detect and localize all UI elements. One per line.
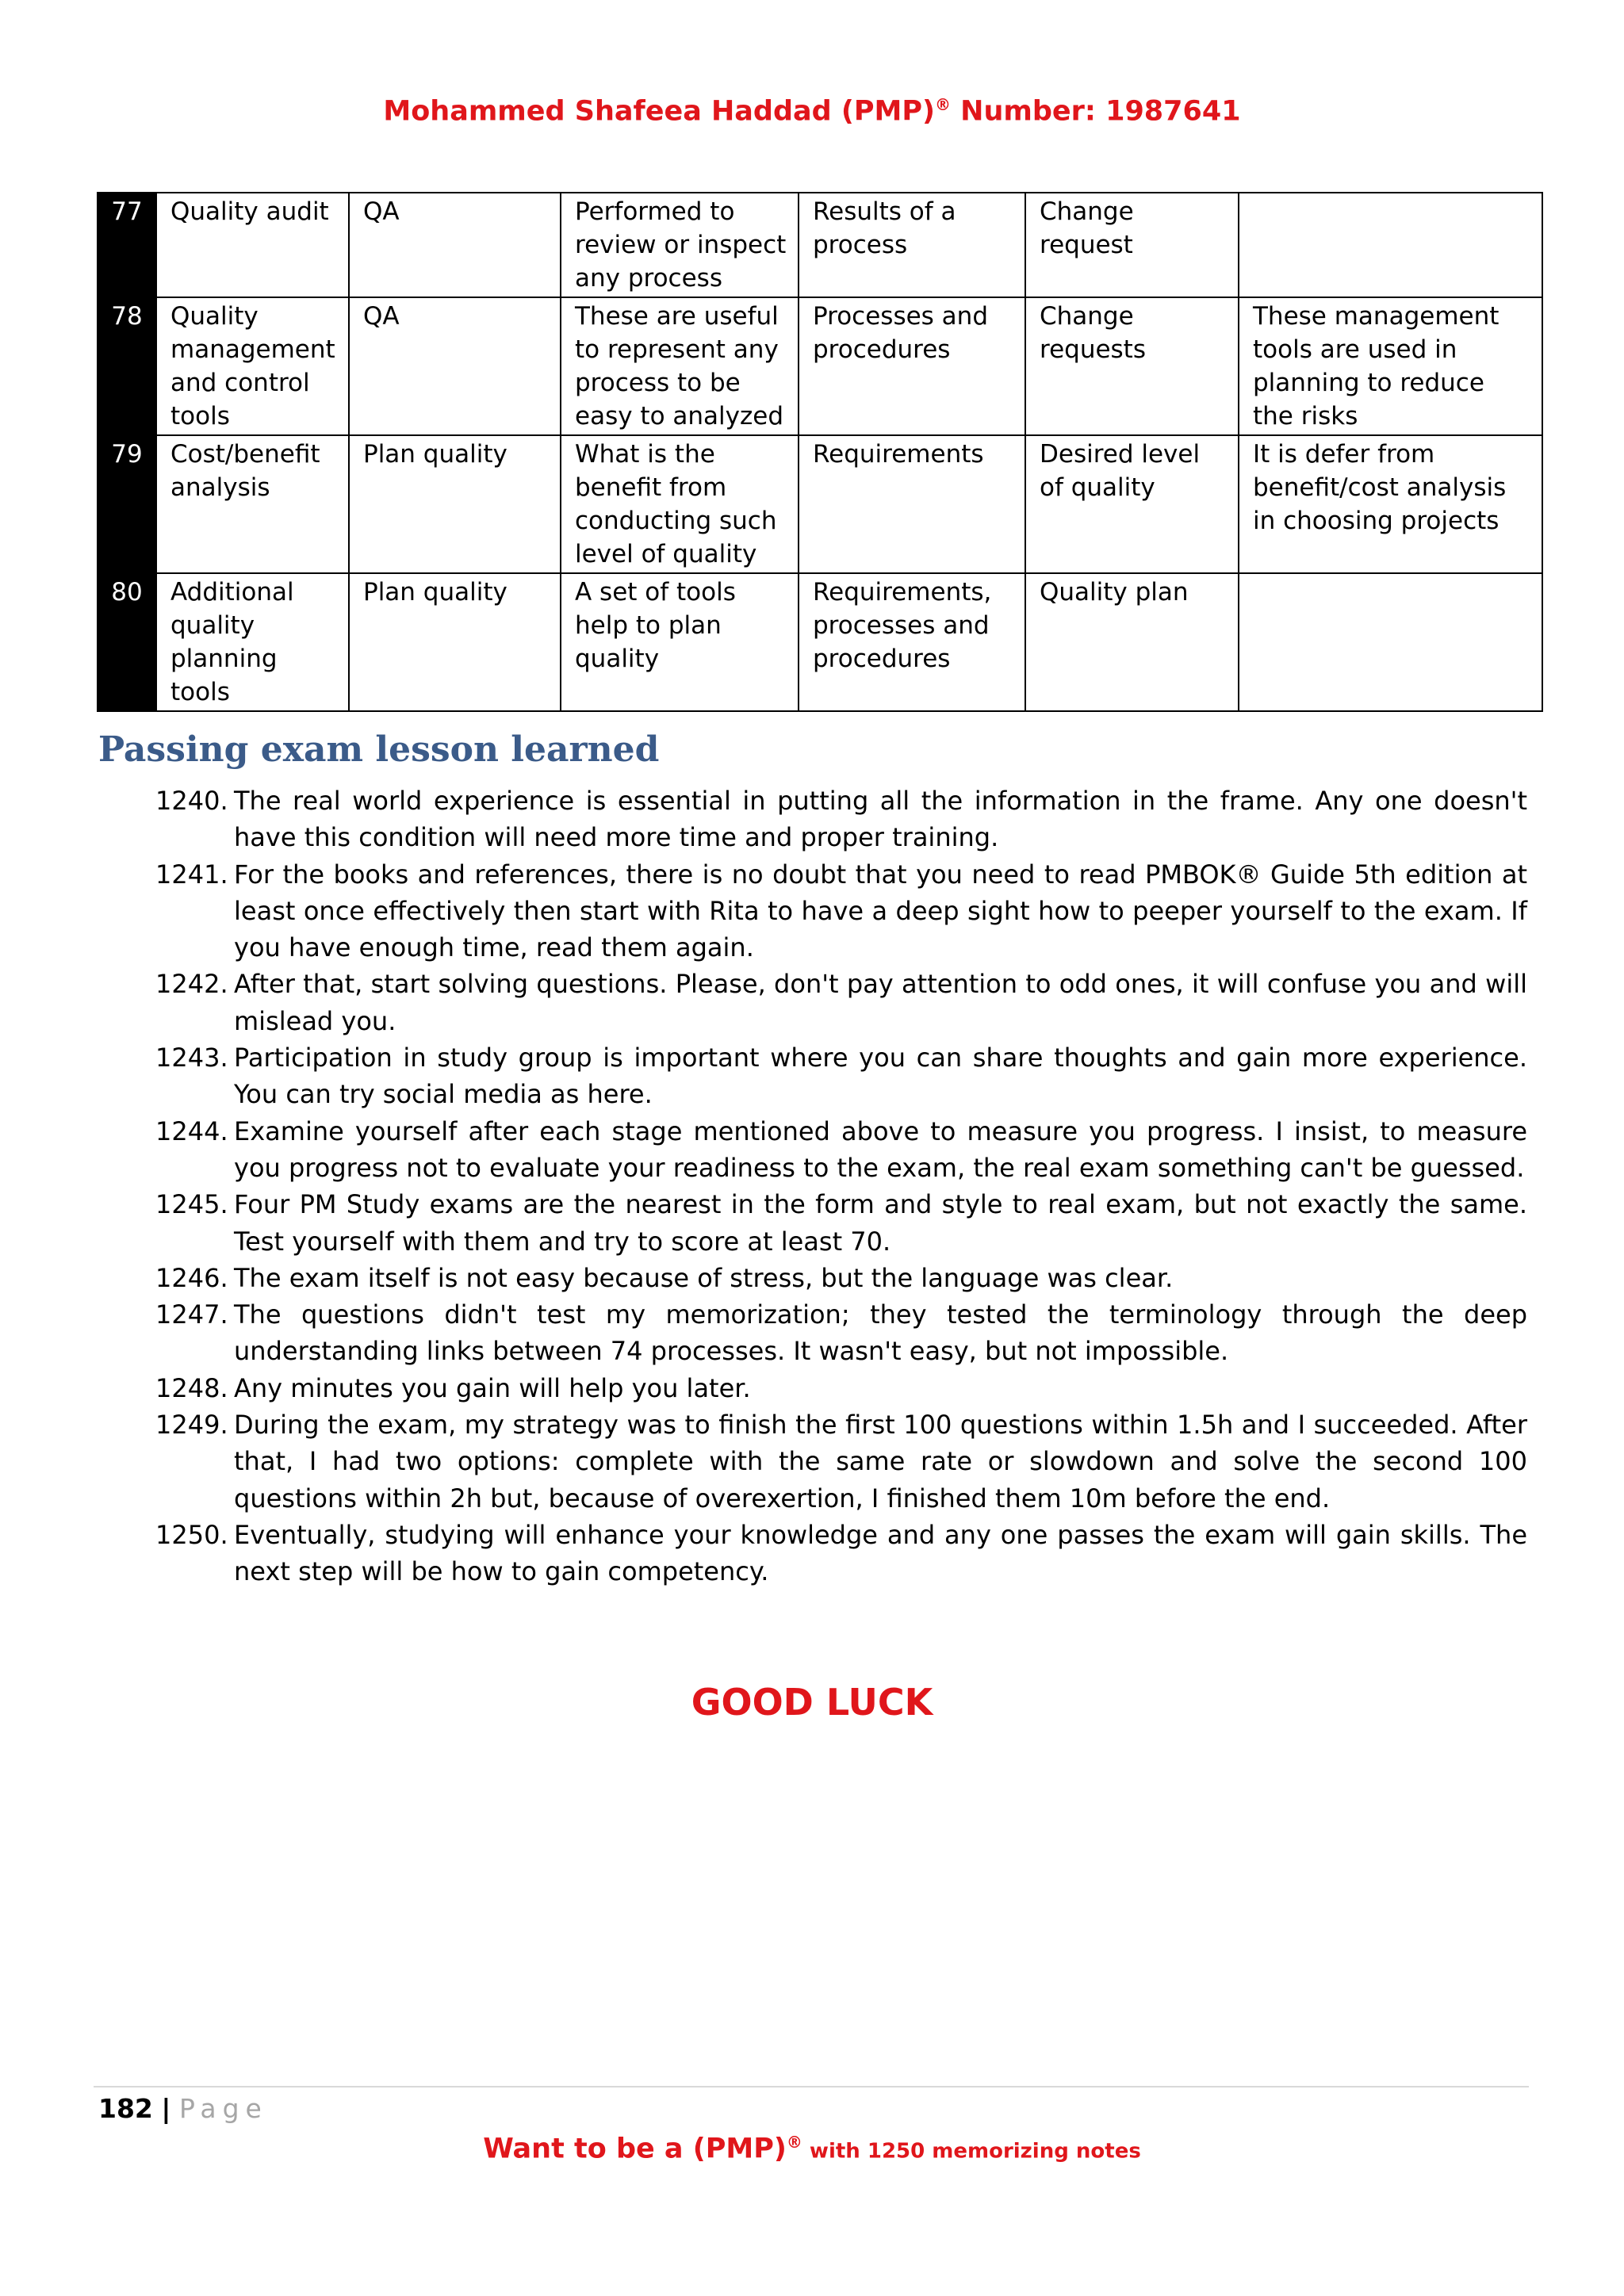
table-cell: Additional quality planning tools: [156, 573, 349, 711]
list-item: [0, 1113, 1527, 1187]
note-text: Eventually, studying will enhance your knowledge and any one passes the exam will gain skills. The next step will be how to gain competency.: [234, 1519, 1527, 1587]
table-cell: Performed to review or inspect any process: [561, 193, 799, 297]
note-number: 1245.: [155, 1189, 228, 1220]
table-row: [98, 573, 1542, 711]
table-cell: These management tools are used in planning to reduce the risks: [1239, 297, 1542, 435]
list-item: [0, 1370, 1527, 1406]
table-cell: Quality plan: [1025, 573, 1239, 711]
note-text: Participation in study group is important where you can share thoughts and gain more experience. You can try social media as here.: [234, 1043, 1527, 1110]
table-cell: Plan quality: [349, 435, 561, 573]
footer-title-small: with 1250 memorizing notes: [802, 2139, 1141, 2164]
note-number: 1241.: [155, 859, 228, 890]
note-text: The questions didn't test my memorization; they tested the terminology through the deep understanding links between 74 processes. It wasn't easy, but not impossible.: [234, 1299, 1527, 1367]
note-number: 1240.: [155, 786, 228, 816]
note-number: 1247.: [155, 1299, 228, 1330]
table-cell: Change request: [1025, 193, 1239, 297]
table-cell: [1239, 573, 1542, 711]
page-label: Page: [178, 2093, 268, 2124]
row-number: 78: [98, 297, 156, 435]
note-text: After that, start solving questions. Please, don't pay attention to odd ones, it will confuse you and will mislead you.: [234, 969, 1527, 1036]
note-text: Examine yourself after each stage mentioned above to measure you progress. I insist, to measure you progress not to evaluate your readiness to the exam, the real exam something can't be guessed.: [234, 1115, 1527, 1183]
table-cell: Change requests: [1025, 297, 1239, 435]
table-cell: Processes and procedures: [799, 297, 1025, 435]
table-cell: Requirements, processes and procedures: [799, 573, 1025, 711]
list-item: [0, 966, 1527, 1039]
list-item: [0, 856, 1527, 966]
list-item: [0, 1517, 1527, 1590]
table-cell: What is the benefit from conducting such level of quality: [561, 435, 799, 573]
footer-title: [0, 2133, 1624, 2165]
header-suffix: Number: 1987641: [951, 95, 1241, 128]
list-item: [0, 1039, 1527, 1113]
table-cell: Results of a process: [799, 193, 1025, 297]
page-number-block: [98, 2093, 268, 2124]
note-number: 1244.: [155, 1115, 228, 1146]
note-text: Any minutes you gain will help you later.: [234, 1372, 751, 1403]
table-row: [98, 297, 1542, 435]
note-number: 1249.: [155, 1410, 228, 1441]
list-item: [0, 1406, 1527, 1517]
page-separator: |: [161, 2093, 171, 2124]
table-cell: QA: [349, 297, 561, 435]
note-text: Four PM Study exams are the nearest in the form and style to real exam, but not exactly the same. Test yourself with them and try to score at least 70.: [234, 1189, 1527, 1257]
list-item: [0, 1260, 1527, 1296]
table-cell: Requirements: [799, 435, 1025, 573]
table-cell: Quality audit: [156, 193, 349, 297]
note-number: 1248.: [155, 1372, 228, 1403]
table-row: [98, 435, 1542, 573]
table-cell: Cost/benefit analysis: [156, 435, 349, 573]
table-cell: QA: [349, 193, 561, 297]
quality-table: [97, 192, 1543, 712]
note-number: 1250.: [155, 1519, 228, 1550]
table-cell: A set of tools help to plan quality: [561, 573, 799, 711]
row-number: 77: [98, 193, 156, 297]
note-text: The real world experience is essential in putting all the information in the frame. Any one doesn't have this condition will need more time and proper training.: [234, 786, 1527, 853]
header-reg: ®: [935, 95, 951, 114]
notes-list: [0, 783, 1527, 1590]
table-cell: It is defer from benefit/cost analysis in choosing projects: [1239, 435, 1542, 573]
table-cell: These are useful to represent any process to be easy to analyzed: [561, 297, 799, 435]
header-text: Mohammed Shafeea Haddad (PMP): [383, 95, 935, 128]
closing-message: GOOD LUCK: [691, 1681, 933, 1724]
note-number: 1242.: [155, 969, 228, 1000]
note-text: For the books and references, there is no doubt that you need to read PMBOK® Guide 5th edition at least once effectively then start with Rita to have a deep sight how to peeper yourself to the exam. If you have enough time, read them again.: [234, 859, 1527, 963]
row-number: 79: [98, 435, 156, 573]
table-cell: Plan quality: [349, 573, 561, 711]
note-text: The exam itself is not easy because of stress, but the language was clear.: [234, 1262, 1174, 1293]
footer-divider: [94, 2086, 1529, 2087]
row-number: 80: [98, 573, 156, 711]
footer-title-reg: ®: [786, 2133, 802, 2152]
note-text: During the exam, my strategy was to finish the first 100 questions within 1.5h and I succeeded. After that, I had two options: complete with the same rate or slowdown and solve the second 100 questions within 2h but, because of overexertion, I finished them 10m before the end.: [234, 1410, 1527, 1513]
footer-title-main: Want to be a (PMP): [483, 2133, 787, 2165]
table-cell: Desired level of quality: [1025, 435, 1239, 573]
list-item: [0, 1186, 1527, 1260]
page-header: [0, 95, 1624, 128]
list-item: [0, 783, 1527, 856]
page-number: 182: [98, 2093, 153, 2124]
table-cell: Quality management and control tools: [156, 297, 349, 435]
section-title: Passing exam lesson learned: [98, 729, 660, 770]
note-number: 1246.: [155, 1262, 228, 1293]
list-item: [0, 1296, 1527, 1370]
table-cell: [1239, 193, 1542, 297]
table-row: [98, 193, 1542, 297]
note-number: 1243.: [155, 1043, 228, 1073]
